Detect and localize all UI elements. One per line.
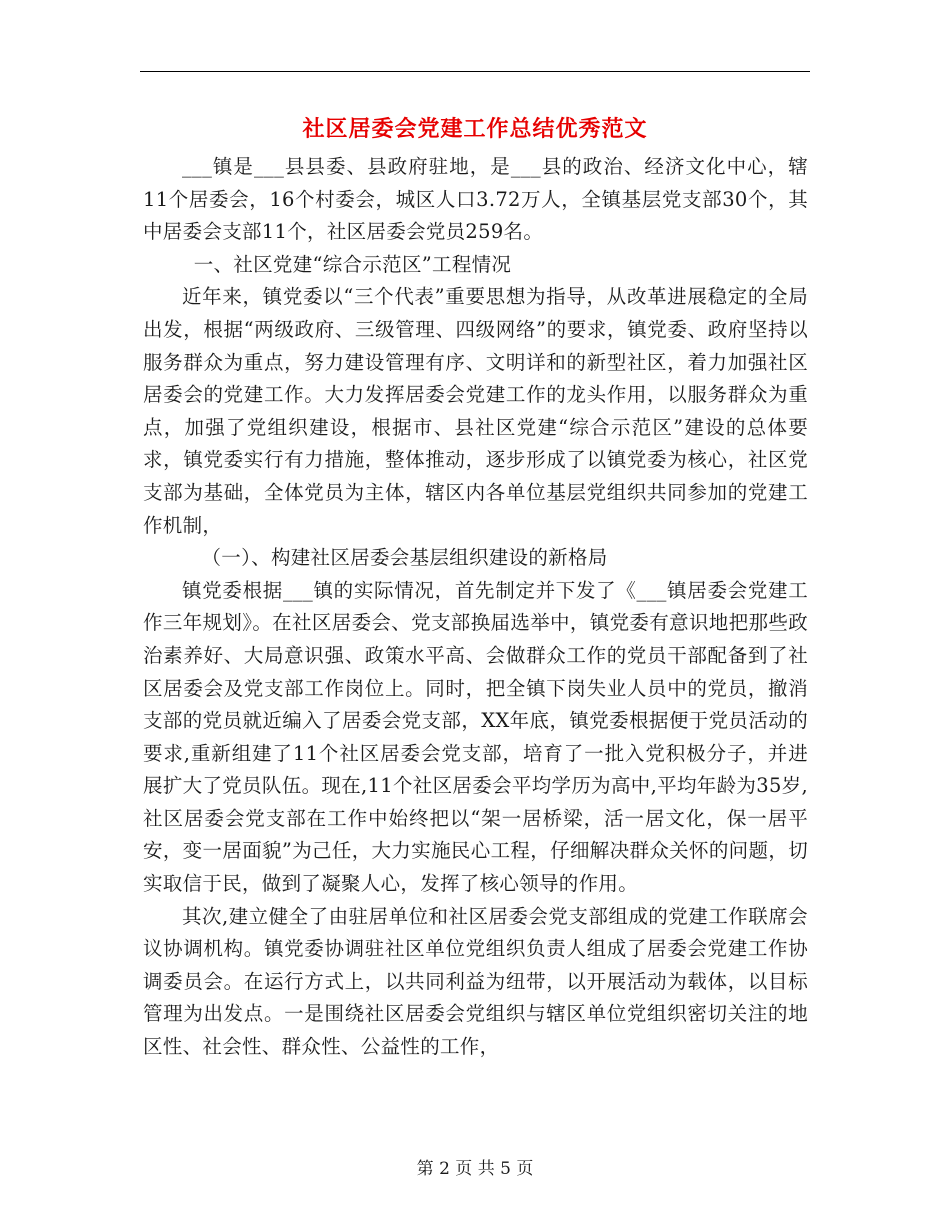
paragraph-intro: ___镇是___县县委、县政府驻地，是___县的政治、经济文化中心，辖11个居委会，16个村委会，城区人口3.72万人，全镇基层党支部30个，其中居委会支部11个，社区居委会党员259名。 [143, 155, 808, 244]
document-body [143, 151, 808, 1064]
section-heading-1: 一、社区党建“综合示范区”工程情况 [193, 252, 512, 276]
paragraph-organization: 镇党委根据___镇的实际情况，首先制定并下发了《___镇居委会党建工作三年规划》。在社区居委会、党支部换届选举中，镇党委有意识地把那些政治素养好、大局意识强、政策水平高、会做群众工作的党员干部配备到了社区居委会及党支部工作岗位上。同时，把全镇下岗失业人员中的党员，撤消支部的党员就近编入了居委会党支部，XX年底，镇党委根据便于党员活动的要求,重新组建了11个社区居委会党支部，培育了一批入党积极分子，并进展扩大了党员队伍。现在,11个社区居委会平均学历为高中,平均年龄为35岁,社区居委会党支部在工作中始终把以“架一居桥梁，活一居文化，保一居平安，变一居面貌”为己任，大力实施民心工程，仔细解决群众关怀的问题，切实取信于民，做到了凝聚人心，发挥了核心领导的作用。 [143, 578, 808, 896]
header-rule [140, 71, 810, 72]
page-footer: 第 2 页 共 5 页 [416, 1159, 534, 1179]
subsection-heading-1: （一）、构建社区居委会基层组织建设的新格局 [201, 546, 608, 570]
paragraph-overview: 近年来，镇党委以“三个代表”重要思想为指导，从改革进展稳定的全局出发，根据“两级政府、三级管理、四级网络”的要求，镇党委、政府坚持以服务群众为重点，努力建设管理有序、文明详和的新型社区，着力加强社区居委会的党建工作。大力发挥居委会党建工作的龙头作用，以服务群众为重点，加强了党组织建设，根据市、县社区党建“综合示范区”建设的总体要求，镇党委实行有力措施，整体推动，逐步形成了以镇党委为核心，社区党支部为基础，全体党员为主体，辖区内各单位基层党组织共同参加的党建工作机制， [143, 285, 808, 537]
paragraph-coordination: 其次,建立健全了由驻居单位和社区居委会党支部组成的党建工作联席会议协调机构。镇党委协调驻社区单位党组织负责人组成了居委会党建工作协调委员会。在运行方式上，以共同利益为纽带，以开展活动为载体，以目标管理为出发点。一是围绕社区居委会党组织与辖区单位党组织密切关注的地区性、社会性、群众性、公益性的工作， [143, 904, 808, 1059]
document-title: 社区居委会党建工作总结优秀范文 [302, 116, 648, 142]
